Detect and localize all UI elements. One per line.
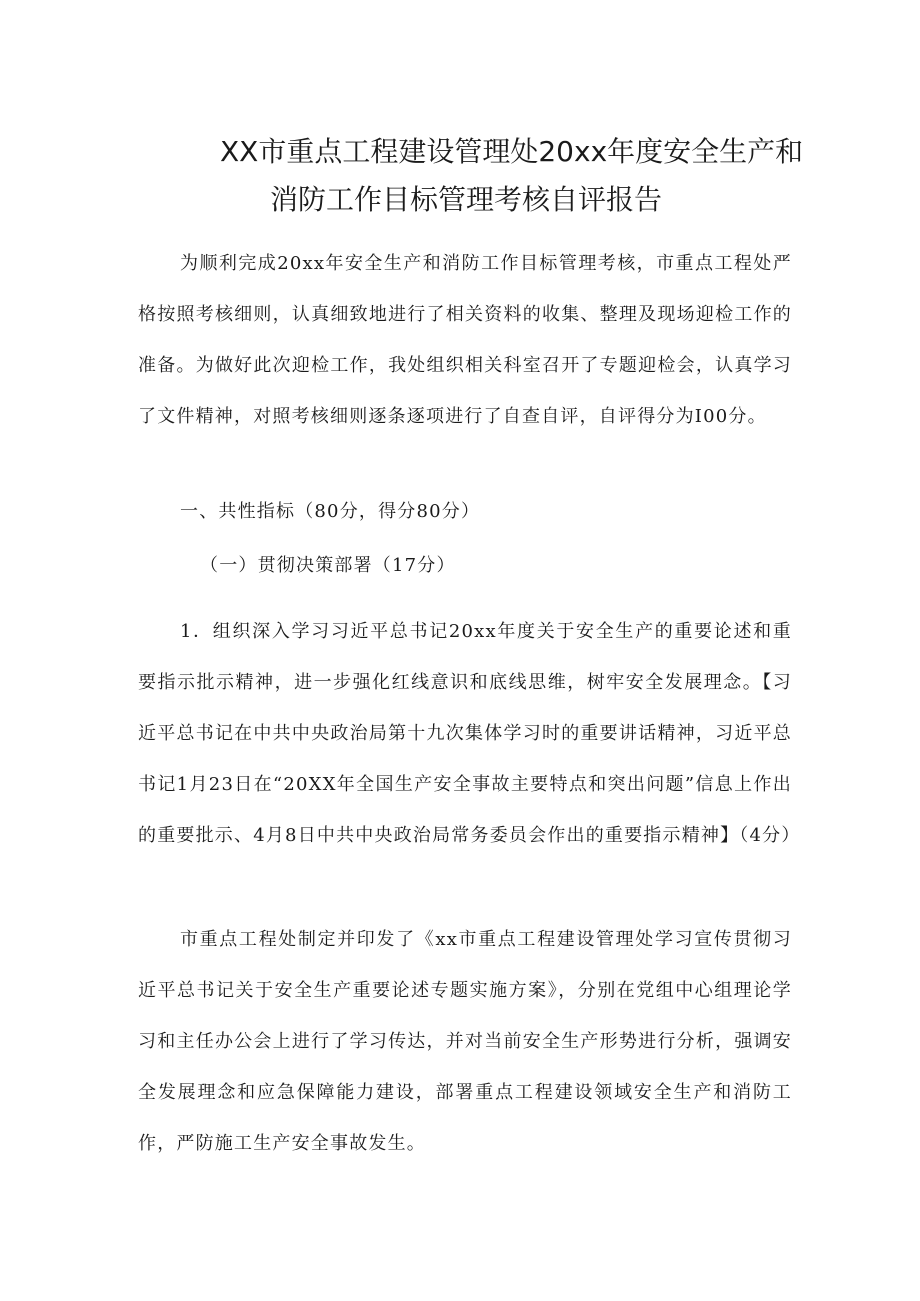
subsection-heading-1: （一）贯彻决策部署（17分） — [200, 555, 456, 576]
intro-paragraph: 为顺利完成20xx年安全生产和消防工作目标管理考核，市重点工程处严格按照考核细则，认真细致地进行了相关资料的收集、整理及现场迎检工作的准备。为做好此次迎检工作，我处组织相关科室召开了专题迎检会，认真学习了文件精神，对照考核细则逐条逐项进行了自查自评，自评得分为I00分。 — [138, 253, 792, 427]
item-paragraph-1: 1．组织深入学习习近平总书记20xx年度关于安全生产的重要论述和重要指示批示精神，进一步强化红线意识和底线思维，树牢安全发展理念。【习近平总书记在中共中央政治局第十九次集体学习时的重要讲话精神，习近平总书记1月23日在“20XX年全国生产安全事故主要特点和突出问题”信息上作出的重要批示、4月8日中共中央政治局常务委员会作出的重要指示精神】（4分） — [138, 621, 801, 846]
section-heading-1: 一、共性指标（80分，得分80分） — [180, 501, 481, 522]
response-paragraph-1: 市重点工程处制定并印发了《xx市重点工程建设管理处学习宣传贯彻习近平总书记关于安全生产重要论述专题实施方案》，分别在党组中心组理论学习和主任办公会上进行了学习传达，并对当前安全生产形势进行分析，强调安全发展理念和应急保障能力建设，部署重点工程建设领域安全生产和消防工作，严防施工生产安全事故发生。 — [138, 929, 792, 1154]
document-title-line-1: XX市重点工程建设管理处20xx年度安全生产和 — [220, 135, 804, 168]
document-title-line-2: 消防工作目标管理考核自评报告 — [270, 183, 663, 216]
